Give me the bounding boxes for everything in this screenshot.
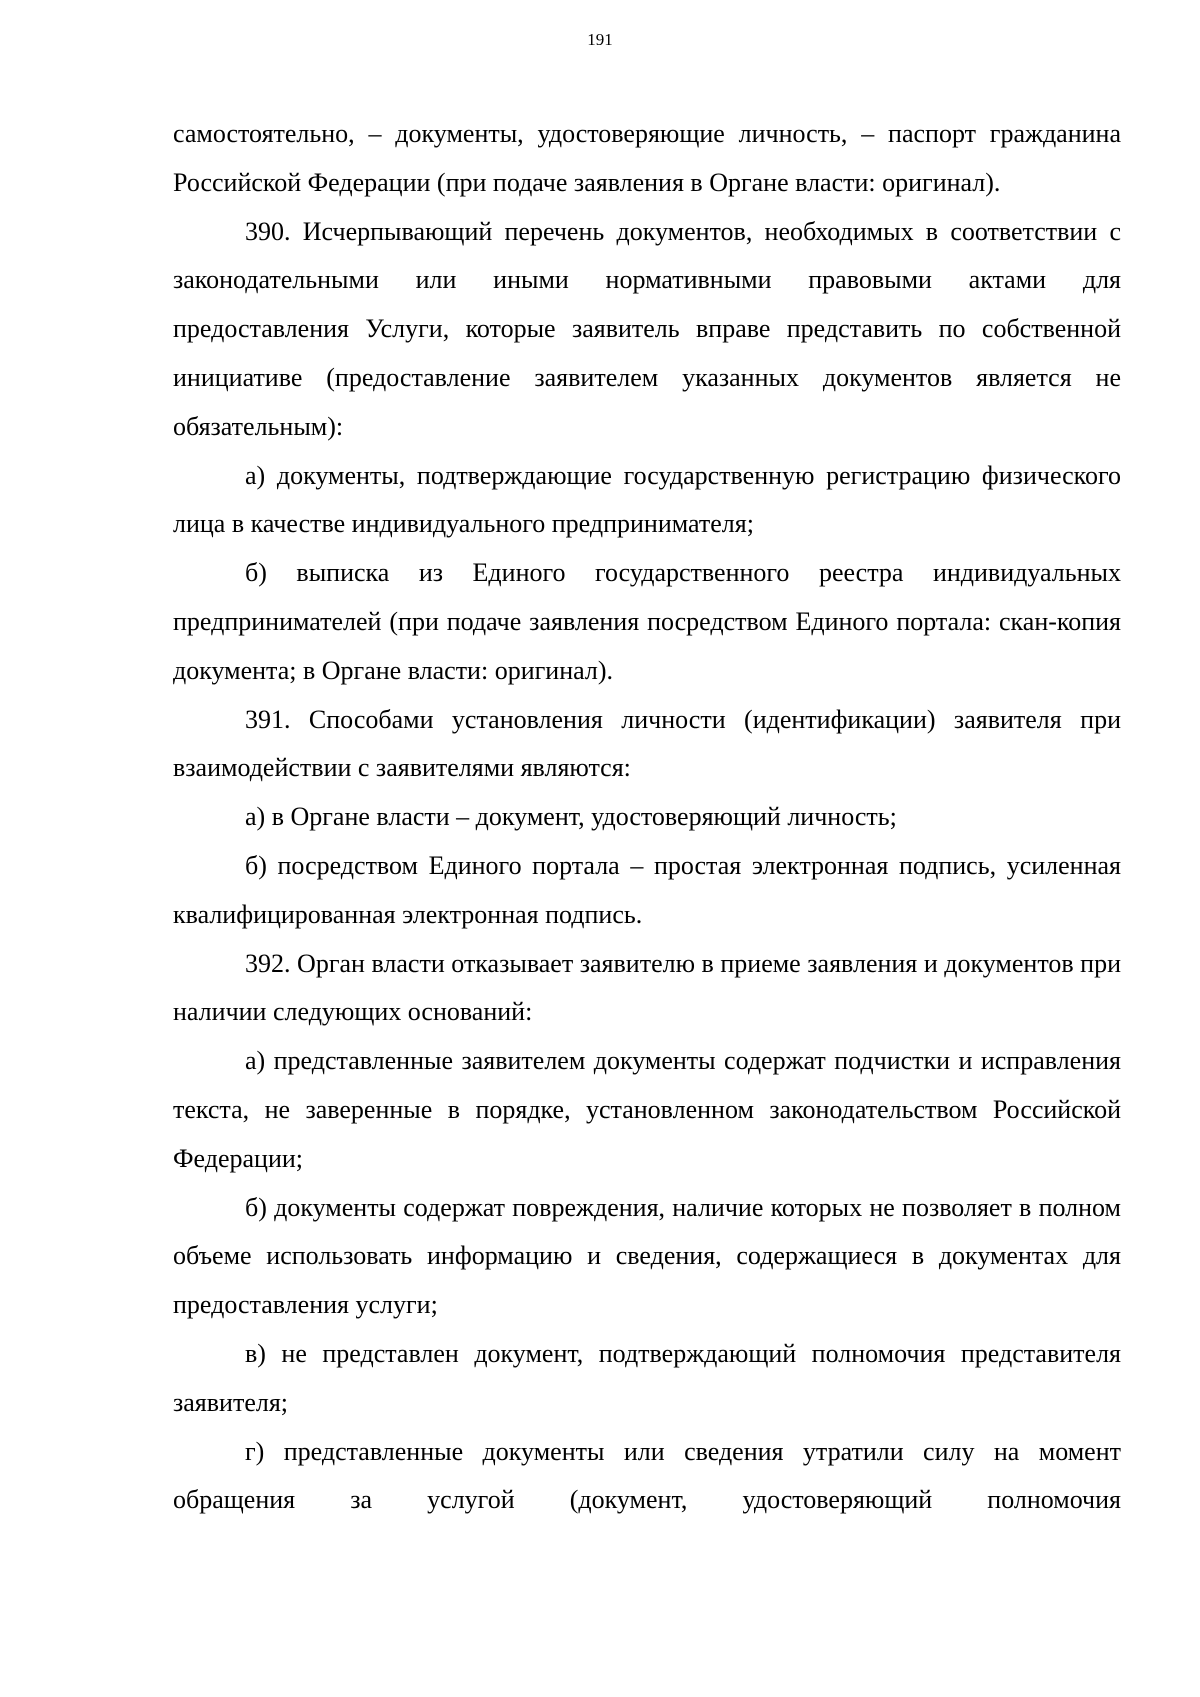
paragraph-392: 392. Орган власти отказывает заявителю в приеме заявления и документов при наличии следующих оснований:: [173, 948, 1121, 1027]
paragraph-392-item-a: а) представленные заявителем документы содержат подчистки и исправления текста, не заверенные в порядке, установленном законодательством Российской Федерации;: [173, 1046, 1121, 1173]
paragraph-392-item-b: б) документы содержат повреждения, наличие которых не позволяет в полном объеме использовать информацию и сведения, содержащиеся в документах для предоставления услуги;: [173, 1192, 1121, 1320]
paragraph-390-item-a: а) документы, подтверждающие государственную регистрацию физического лица в качестве индивидуального предпринимателя;: [173, 460, 1121, 539]
paragraph-392-item-g: г) представленные документы или сведения утратили силу на момент обращения за услугой (документ, удостоверяющий полномочия: [173, 1436, 1121, 1515]
page-number: 191: [587, 30, 613, 49]
paragraph-390-item-b: б) выписка из Единого государственного реестра индивидуальных предпринимателей (при подаче заявления посредством Единого портала: скан-копия документа; в Органе власти: оригинал).: [173, 558, 1121, 685]
paragraph-390: 390. Исчерпывающий перечень документов, необходимых в соответствии с законодательными или иными нормативными правовыми актами для предоставления Услуги, которые заявитель вправе представить по собственной инициативе (предоставление заявителем указанных документов является не обязательным):: [173, 216, 1121, 441]
paragraph-391: 391. Способами установления личности (идентификации) заявителя при взаимодействии с заявителями являются:: [173, 704, 1121, 783]
document-body: [173, 110, 1121, 1525]
paragraph-391-item-a: а) в Органе власти – документ, удостоверяющий личность;: [245, 802, 897, 832]
paragraph-391-item-b: б) посредством Единого портала – простая электронная подпись, усиленная квалифицированная электронная подпись.: [173, 850, 1121, 929]
paragraph: самостоятельно, – документы, удостоверяющие личность, – паспорт гражданина Российской Федерации (при подаче заявления в Органе власти: оригинал).: [173, 119, 1121, 197]
paragraph-392-item-v: в) не представлен документ, подтверждающий полномочия представителя заявителя;: [173, 1338, 1121, 1417]
